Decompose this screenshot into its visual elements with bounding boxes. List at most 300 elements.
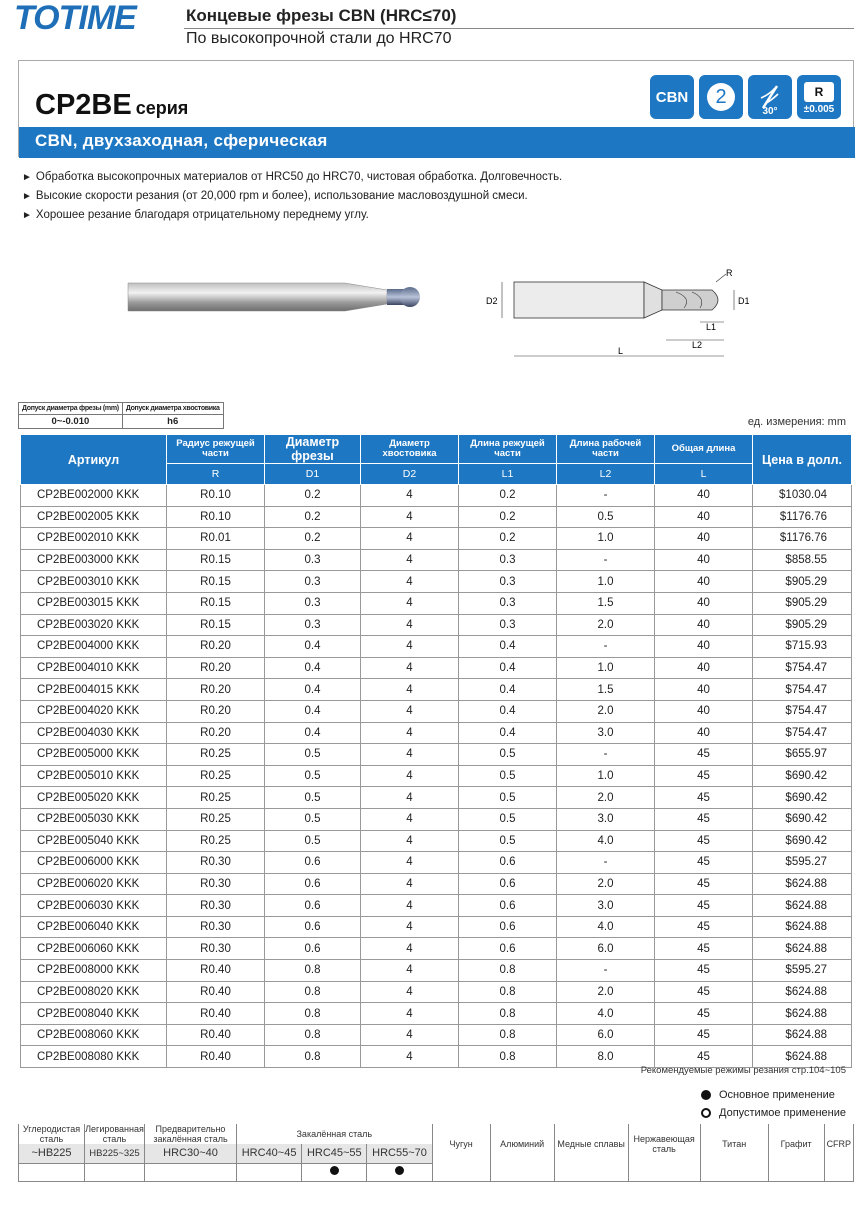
usage-cell xyxy=(302,1163,367,1181)
l1-label: L1 xyxy=(706,322,717,332)
mat-alloy-spec: HB225~325 xyxy=(85,1144,145,1163)
table-row xyxy=(21,657,852,679)
cell-radius: R0.25 xyxy=(167,765,265,787)
cell-radius: R0.15 xyxy=(167,571,265,593)
mat-cast-iron: Чугун xyxy=(432,1124,490,1163)
cell-d2: 4 xyxy=(361,614,459,636)
cell-article: CP2BE003010 KKK xyxy=(21,571,167,593)
cell-d2: 4 xyxy=(361,485,459,507)
mat-alloy-name: Легированная сталь xyxy=(85,1124,144,1144)
cell-d2: 4 xyxy=(361,744,459,766)
cell-l1: 0.5 xyxy=(459,765,557,787)
cell-radius: R0.40 xyxy=(167,960,265,982)
cell-d1: 0.2 xyxy=(265,506,361,528)
cell-l2: - xyxy=(557,960,655,982)
cell-price: $624.88 xyxy=(753,938,852,960)
cell-d2: 4 xyxy=(361,895,459,917)
helix-angle-value: 30° xyxy=(762,106,778,117)
cell-price: $624.88 xyxy=(753,873,852,895)
cutting-conditions-note: Рекомендуемые режимы резания стр.104~105 xyxy=(640,1065,846,1076)
mat-carbon-spec: ~HB225 xyxy=(19,1144,85,1163)
cell-d1: 0.6 xyxy=(265,895,361,917)
cell-price: $655.97 xyxy=(753,744,852,766)
table-row xyxy=(21,679,852,701)
bullet-arrow-icon: ► xyxy=(22,191,32,202)
table-row xyxy=(21,592,852,614)
cell-d1: 0.8 xyxy=(265,1003,361,1025)
cell-d1: 0.4 xyxy=(265,636,361,658)
table-row xyxy=(21,916,852,938)
cell-d1: 0.8 xyxy=(265,960,361,982)
cell-l1: 0.4 xyxy=(459,657,557,679)
cell-d1: 0.6 xyxy=(265,938,361,960)
series-band-text: CBN, двухзаходная, сферическая xyxy=(35,131,328,150)
cell-d2: 4 xyxy=(361,852,459,874)
cell-price: $715.93 xyxy=(753,636,852,658)
cell-radius: R0.25 xyxy=(167,744,265,766)
r-label: R xyxy=(726,268,733,278)
tolerance-table xyxy=(18,402,224,429)
cell-d2: 4 xyxy=(361,679,459,701)
usage-cell xyxy=(554,1163,628,1181)
col-sub-r: R xyxy=(167,464,265,485)
cell-article: CP2BE006020 KKK xyxy=(21,873,167,895)
cell-l: 40 xyxy=(655,614,753,636)
mat-hardened-sub-2: HRC45~55 xyxy=(302,1144,367,1163)
cell-d2: 4 xyxy=(361,765,459,787)
table-row xyxy=(21,765,852,787)
feature-text: Высокие скорости резания (от 20,000 rpm и более), использование масловоздушной смеси. xyxy=(35,190,528,202)
cell-article: CP2BE003015 KKK xyxy=(21,592,167,614)
cell-d1: 0.5 xyxy=(265,830,361,852)
cell-l2: 8.0 xyxy=(557,1046,655,1068)
cell-price: $754.47 xyxy=(753,657,852,679)
cell-l2: 2.0 xyxy=(557,787,655,809)
cell-article: CP2BE004030 KKK xyxy=(21,722,167,744)
cell-article: CP2BE006060 KKK xyxy=(21,938,167,960)
table-row xyxy=(21,636,852,658)
cell-l1: 0.6 xyxy=(459,873,557,895)
brand-logo xyxy=(14,0,184,37)
header-divider xyxy=(184,28,854,29)
cell-article: CP2BE005000 KKK xyxy=(21,744,167,766)
table-row xyxy=(21,938,852,960)
usage-cell xyxy=(700,1163,768,1181)
cell-article: CP2BE005040 KKK xyxy=(21,830,167,852)
cell-l1: 0.5 xyxy=(459,830,557,852)
cell-article: CP2BE003020 KKK xyxy=(21,614,167,636)
cell-d2: 4 xyxy=(361,981,459,1003)
cell-price: $690.42 xyxy=(753,830,852,852)
usage-cell xyxy=(490,1163,554,1181)
usage-row xyxy=(19,1163,854,1181)
cell-price: $595.27 xyxy=(753,960,852,982)
cell-l1: 0.6 xyxy=(459,916,557,938)
cell-d1: 0.4 xyxy=(265,722,361,744)
radius-tolerance-badge xyxy=(797,75,841,119)
tolerance-header-shank: Допуск диаметра хвостовика xyxy=(122,403,223,415)
legend-allowed-label: Допустимое применение xyxy=(719,1107,846,1119)
cell-article: CP2BE006000 KKK xyxy=(21,852,167,874)
table-row xyxy=(21,506,852,528)
cell-radius: R0.30 xyxy=(167,852,265,874)
cell-l2: 2.0 xyxy=(557,700,655,722)
cell-d2: 4 xyxy=(361,938,459,960)
cell-radius: R0.40 xyxy=(167,1046,265,1068)
d2-label: D2 xyxy=(486,296,498,306)
col-header-l: Общая длина xyxy=(655,435,753,464)
legend-allowed xyxy=(701,1104,846,1122)
cell-l2: - xyxy=(557,744,655,766)
cbn-badge-label: CBN xyxy=(655,88,689,106)
cell-l: 40 xyxy=(655,485,753,507)
cell-l1: 0.3 xyxy=(459,571,557,593)
table-row xyxy=(21,485,852,507)
feature-text: Хорошее резание благодаря отрицательному переднему углу. xyxy=(35,209,369,221)
cell-l: 45 xyxy=(655,1024,753,1046)
cell-l2: 6.0 xyxy=(557,938,655,960)
cell-l2: - xyxy=(557,852,655,874)
cell-price: $624.88 xyxy=(753,1024,852,1046)
cell-l2: - xyxy=(557,636,655,658)
cell-l: 45 xyxy=(655,916,753,938)
cell-l: 40 xyxy=(655,700,753,722)
cell-d2: 4 xyxy=(361,722,459,744)
mat-graphite: Графит xyxy=(768,1124,824,1163)
series-suffix: серия xyxy=(135,98,189,118)
cell-price: $754.47 xyxy=(753,722,852,744)
series-title xyxy=(35,89,188,122)
cell-price: $624.88 xyxy=(753,895,852,917)
col-header-radius: Радиус режущей части xyxy=(167,435,265,464)
cell-radius: R0.30 xyxy=(167,916,265,938)
cell-l: 45 xyxy=(655,765,753,787)
cell-price: $624.88 xyxy=(753,1046,852,1068)
cell-price: $624.88 xyxy=(753,1003,852,1025)
cell-price: $1176.76 xyxy=(753,528,852,550)
cell-article: CP2BE006030 KKK xyxy=(21,895,167,917)
cell-l1: 0.8 xyxy=(459,1003,557,1025)
cell-l1: 0.4 xyxy=(459,636,557,658)
cell-d1: 0.3 xyxy=(265,571,361,593)
material-table xyxy=(18,1124,854,1182)
cell-radius: R0.20 xyxy=(167,679,265,701)
cell-radius: R0.40 xyxy=(167,981,265,1003)
col-header-d2: Диаметр хвостовика xyxy=(361,435,459,464)
cell-radius: R0.20 xyxy=(167,700,265,722)
col-header-d1: Диаметр фрезы xyxy=(265,435,361,464)
cell-d2: 4 xyxy=(361,1024,459,1046)
cell-l2: 1.0 xyxy=(557,765,655,787)
page-subtitle: По высокопрочной стали до HRC70 xyxy=(186,30,452,47)
cell-article: CP2BE002005 KKK xyxy=(21,506,167,528)
cell-l1: 0.4 xyxy=(459,722,557,744)
bullet-arrow-icon: ► xyxy=(22,172,32,183)
table-row xyxy=(21,895,852,917)
col-sub-d1: D1 xyxy=(265,464,361,485)
cell-article: CP2BE004015 KKK xyxy=(21,679,167,701)
cell-l1: 0.6 xyxy=(459,938,557,960)
cell-l1: 0.2 xyxy=(459,528,557,550)
cell-price: $858.55 xyxy=(753,549,852,571)
usage-cell xyxy=(145,1163,237,1181)
feature-item xyxy=(22,187,842,206)
usage-cell xyxy=(768,1163,824,1181)
cell-radius: R0.20 xyxy=(167,636,265,658)
table-row xyxy=(21,981,852,1003)
cell-l2: - xyxy=(557,485,655,507)
col-sub-l1: L1 xyxy=(459,464,557,485)
bullet-arrow-icon: ► xyxy=(22,210,32,221)
cell-d1: 0.5 xyxy=(265,765,361,787)
product-table xyxy=(20,434,852,1068)
cell-price: $595.27 xyxy=(753,852,852,874)
col-sub-d2: D2 xyxy=(361,464,459,485)
product-table-body xyxy=(21,485,852,1068)
cell-article: CP2BE005010 KKK xyxy=(21,765,167,787)
cell-d2: 4 xyxy=(361,506,459,528)
usage-cell xyxy=(432,1163,490,1181)
cell-price: $1176.76 xyxy=(753,506,852,528)
cell-radius: R0.20 xyxy=(167,657,265,679)
cell-d1: 0.8 xyxy=(265,1046,361,1068)
cell-d2: 4 xyxy=(361,592,459,614)
flute-count-icon xyxy=(707,83,735,111)
cell-l: 45 xyxy=(655,873,753,895)
cell-radius: R0.15 xyxy=(167,614,265,636)
table-row xyxy=(21,852,852,874)
cell-l: 40 xyxy=(655,528,753,550)
col-header-l2: Длина рабочей части xyxy=(557,435,655,464)
mat-stainless: Нержавеющая сталь xyxy=(628,1124,700,1163)
cell-l1: 0.5 xyxy=(459,744,557,766)
cell-radius: R0.40 xyxy=(167,1003,265,1025)
feature-item xyxy=(22,206,842,225)
cell-l1: 0.6 xyxy=(459,895,557,917)
cell-d1: 0.8 xyxy=(265,981,361,1003)
mat-copper: Медные сплавы xyxy=(554,1124,628,1163)
cell-radius: R0.30 xyxy=(167,895,265,917)
tool-drawing xyxy=(480,268,750,368)
cell-d1: 0.5 xyxy=(265,744,361,766)
brand-logo-text: TOTIME xyxy=(14,0,136,37)
table-row xyxy=(21,787,852,809)
cell-l1: 0.8 xyxy=(459,981,557,1003)
cell-d1: 0.4 xyxy=(265,679,361,701)
mat-hardened-name: Закалённая сталь xyxy=(237,1124,433,1144)
cell-article: CP2BE008080 KKK xyxy=(21,1046,167,1068)
cell-l: 45 xyxy=(655,981,753,1003)
cell-article: CP2BE004010 KKK xyxy=(21,657,167,679)
cell-l: 40 xyxy=(655,679,753,701)
mat-carbon-name: Углеродистая сталь xyxy=(19,1124,85,1144)
cell-l2: 1.5 xyxy=(557,592,655,614)
mat-hardened-sub-1: HRC40~45 xyxy=(237,1144,302,1163)
cell-d2: 4 xyxy=(361,700,459,722)
cell-l1: 0.5 xyxy=(459,787,557,809)
table-row xyxy=(21,808,852,830)
cell-l: 45 xyxy=(655,852,753,874)
cell-article: CP2BE008020 KKK xyxy=(21,981,167,1003)
cell-l2: 3.0 xyxy=(557,722,655,744)
cell-article: CP2BE002000 KKK xyxy=(21,485,167,507)
table-row xyxy=(21,700,852,722)
cell-d2: 4 xyxy=(361,960,459,982)
l2-label: L2 xyxy=(692,340,703,350)
cell-l1: 0.2 xyxy=(459,506,557,528)
l-label: L xyxy=(618,346,624,356)
cell-radius: R0.20 xyxy=(167,722,265,744)
table-row xyxy=(21,1003,852,1025)
mat-cfrp: CFRP xyxy=(824,1124,853,1163)
cell-article: CP2BE004000 KKK xyxy=(21,636,167,658)
cell-l2: 3.0 xyxy=(557,808,655,830)
cell-l: 45 xyxy=(655,1046,753,1068)
usage-cell xyxy=(824,1163,853,1181)
cell-price: $754.47 xyxy=(753,700,852,722)
unit-note: ед. измерения: mm xyxy=(747,416,846,428)
cell-l: 45 xyxy=(655,744,753,766)
cell-d1: 0.5 xyxy=(265,787,361,809)
col-header-l1: Длина режущей части xyxy=(459,435,557,464)
cell-l2: 3.0 xyxy=(557,895,655,917)
cell-l2: 2.0 xyxy=(557,873,655,895)
cell-d1: 0.6 xyxy=(265,873,361,895)
cell-l1: 0.3 xyxy=(459,592,557,614)
mat-hardened-sub-3: HRC55~70 xyxy=(367,1144,432,1163)
flute-count-value: 2 xyxy=(715,85,727,108)
cell-d2: 4 xyxy=(361,873,459,895)
feature-text: Обработка высокопрочных материалов от HRC50 до HRC70, чистовая обработка. Долговечность. xyxy=(35,171,563,183)
cell-l1: 0.4 xyxy=(459,700,557,722)
cell-d2: 4 xyxy=(361,1003,459,1025)
cell-d2: 4 xyxy=(361,549,459,571)
main-use-dot-icon xyxy=(330,1166,339,1175)
legend-main-label: Основное применение xyxy=(719,1089,835,1101)
cell-d2: 4 xyxy=(361,916,459,938)
cell-l1: 0.4 xyxy=(459,679,557,701)
cell-radius: R0.15 xyxy=(167,592,265,614)
cell-d2: 4 xyxy=(361,571,459,593)
table-row xyxy=(21,830,852,852)
cell-l1: 0.2 xyxy=(459,485,557,507)
cell-d2: 4 xyxy=(361,657,459,679)
cell-l2: 6.0 xyxy=(557,1024,655,1046)
cell-l1: 0.5 xyxy=(459,808,557,830)
cell-article: CP2BE008060 KKK xyxy=(21,1024,167,1046)
cell-l2: 4.0 xyxy=(557,1003,655,1025)
cell-article: CP2BE005020 KKK xyxy=(21,787,167,809)
cell-l2: 2.0 xyxy=(557,614,655,636)
cell-article: CP2BE006040 KKK xyxy=(21,916,167,938)
cell-l: 45 xyxy=(655,938,753,960)
cell-radius: R0.10 xyxy=(167,485,265,507)
cell-l1: 0.8 xyxy=(459,1046,557,1068)
cell-l1: 0.6 xyxy=(459,852,557,874)
cell-radius: R0.40 xyxy=(167,1024,265,1046)
usage-cell xyxy=(85,1163,145,1181)
cell-radius: R0.30 xyxy=(167,938,265,960)
table-row xyxy=(21,960,852,982)
cell-price: $905.29 xyxy=(753,614,852,636)
cell-l2: 1.0 xyxy=(557,571,655,593)
series-header xyxy=(18,60,854,157)
cell-radius: R0.25 xyxy=(167,808,265,830)
series-band xyxy=(19,127,855,158)
cell-d2: 4 xyxy=(361,787,459,809)
cell-l: 40 xyxy=(655,636,753,658)
mat-prehard-spec: HRC30~40 xyxy=(145,1144,237,1163)
cell-l2: 1.0 xyxy=(557,528,655,550)
cell-d1: 0.3 xyxy=(265,549,361,571)
cell-l1: 0.3 xyxy=(459,614,557,636)
cell-article: CP2BE002010 KKK xyxy=(21,528,167,550)
cell-l2: 4.0 xyxy=(557,830,655,852)
cell-l: 40 xyxy=(655,657,753,679)
flute-count-badge xyxy=(699,75,743,119)
series-code: CP2BE xyxy=(35,89,132,121)
cell-price: $624.88 xyxy=(753,916,852,938)
cell-d1: 0.3 xyxy=(265,592,361,614)
cell-d1: 0.8 xyxy=(265,1024,361,1046)
table-row xyxy=(21,744,852,766)
usage-cell xyxy=(237,1163,302,1181)
cell-d2: 4 xyxy=(361,808,459,830)
mat-prehard-name: Предварительно закалённая сталь xyxy=(145,1124,237,1144)
page-title: Концевые фрезы CBN (HRC≤70) xyxy=(186,6,457,25)
usage-legend xyxy=(701,1086,846,1122)
cell-article: CP2BE004020 KKK xyxy=(21,700,167,722)
usage-cell xyxy=(367,1163,432,1181)
col-sub-l2: L2 xyxy=(557,464,655,485)
cell-article: CP2BE003000 KKK xyxy=(21,549,167,571)
hollow-circle-icon xyxy=(701,1108,711,1118)
mat-aluminum: Алюминий xyxy=(490,1124,554,1163)
tolerance-header-cutter: Допуск диаметра фрезы (mm) xyxy=(19,403,123,415)
cell-d2: 4 xyxy=(361,830,459,852)
cell-radius: R0.10 xyxy=(167,506,265,528)
table-row xyxy=(21,722,852,744)
cell-d1: 0.5 xyxy=(265,808,361,830)
cell-price: $624.88 xyxy=(753,981,852,1003)
cbn-badge xyxy=(650,75,694,119)
cell-d1: 0.4 xyxy=(265,700,361,722)
tolerance-value-cutter: 0~-0.010 xyxy=(19,415,123,429)
radius-tolerance-value: ±0.005 xyxy=(803,103,835,115)
cell-price: $905.29 xyxy=(753,592,852,614)
cell-d1: 0.4 xyxy=(265,657,361,679)
cell-d1: 0.2 xyxy=(265,485,361,507)
cell-l: 45 xyxy=(655,895,753,917)
col-sub-l: L xyxy=(655,464,753,485)
table-row xyxy=(21,571,852,593)
tool-photo xyxy=(125,272,435,322)
cell-radius: R0.15 xyxy=(167,549,265,571)
cell-l: 45 xyxy=(655,808,753,830)
cell-radius: R0.01 xyxy=(167,528,265,550)
cell-l2: 1.0 xyxy=(557,657,655,679)
col-header-article: Артикул xyxy=(21,435,167,485)
table-row xyxy=(21,528,852,550)
spec-badges xyxy=(650,75,841,119)
cell-l2: - xyxy=(557,549,655,571)
cell-article: CP2BE008000 KKK xyxy=(21,960,167,982)
cell-l2: 1.5 xyxy=(557,679,655,701)
cell-price: $905.29 xyxy=(753,571,852,593)
cell-radius: R0.25 xyxy=(167,830,265,852)
cell-d1: 0.3 xyxy=(265,614,361,636)
cell-price: $690.42 xyxy=(753,765,852,787)
